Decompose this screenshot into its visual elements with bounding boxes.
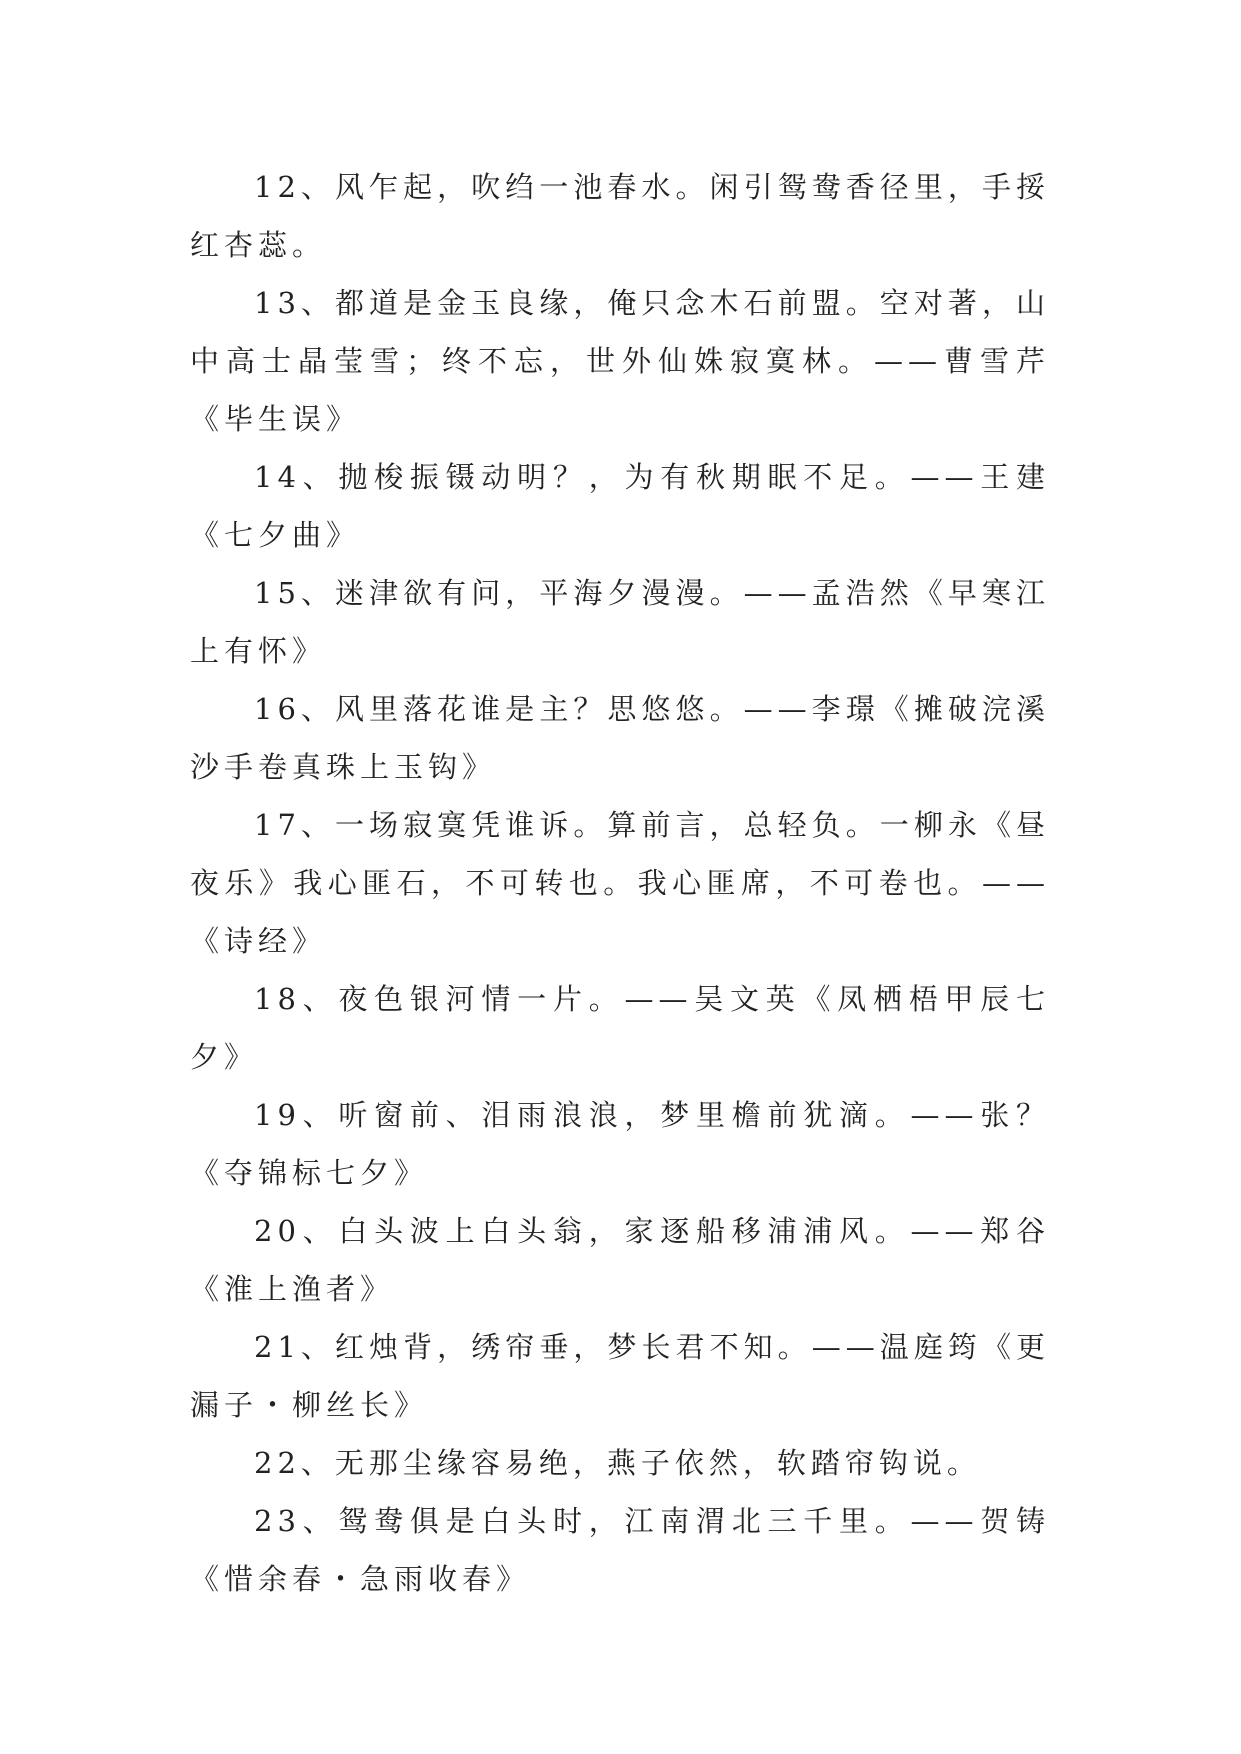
- quote-paragraph-14: 14、抛梭振镊动明？，为有秋期眠不足。——王建《七夕曲》: [190, 460, 1050, 552]
- quote-paragraph-16: 16、风里落花谁是主？思悠悠。——李璟《摊破浣溪沙手卷真珠上玉钩》: [190, 692, 1050, 784]
- quote-paragraph-12: 12、风乍起，吹绉一池春水。闲引鸳鸯香径里，手挼红杏蕊。: [190, 170, 1050, 262]
- quote-paragraph-17: 17、一场寂寞凭谁诉。算前言，总轻负。一柳永《昼夜乐》我心匪石，不可转也。我心匪席，不可卷也。——《诗经》: [190, 808, 1050, 958]
- quote-paragraph-15: 15、迷津欲有问，平海夕漫漫。——孟浩然《早寒江上有怀》: [190, 576, 1050, 668]
- quote-paragraph-18: 18、夜色银河情一片。——吴文英《凤栖梧甲辰七夕》: [190, 982, 1050, 1074]
- quote-paragraph-13: 13、都道是金玉良缘，俺只念木石前盟。空对著，山中高士晶莹雪；终不忘，世外仙姝寂寞林。——曹雪芹《毕生误》: [190, 286, 1050, 436]
- quote-paragraph-23: 23、鸳鸯俱是白头时，江南渭北三千里。——贺铸《惜余春・急雨收春》: [190, 1504, 1050, 1596]
- quote-paragraph-20: 20、白头波上白头翁，家逐船移浦浦风。——郑谷《淮上渔者》: [190, 1214, 1050, 1306]
- poem-quote-list: [190, 158, 1050, 1608]
- quote-paragraph-22: 22、无那尘缘容易绝，燕子依然，软踏帘钩说。: [254, 1446, 981, 1480]
- quote-paragraph-19: 19、听窗前、泪雨浪浪，梦里檐前犹滴。——张？《夺锦标七夕》: [190, 1098, 1050, 1190]
- quote-paragraph-21: 21、红烛背，绣帘垂，梦长君不知。——温庭筠《更漏子・柳丝长》: [190, 1330, 1050, 1422]
